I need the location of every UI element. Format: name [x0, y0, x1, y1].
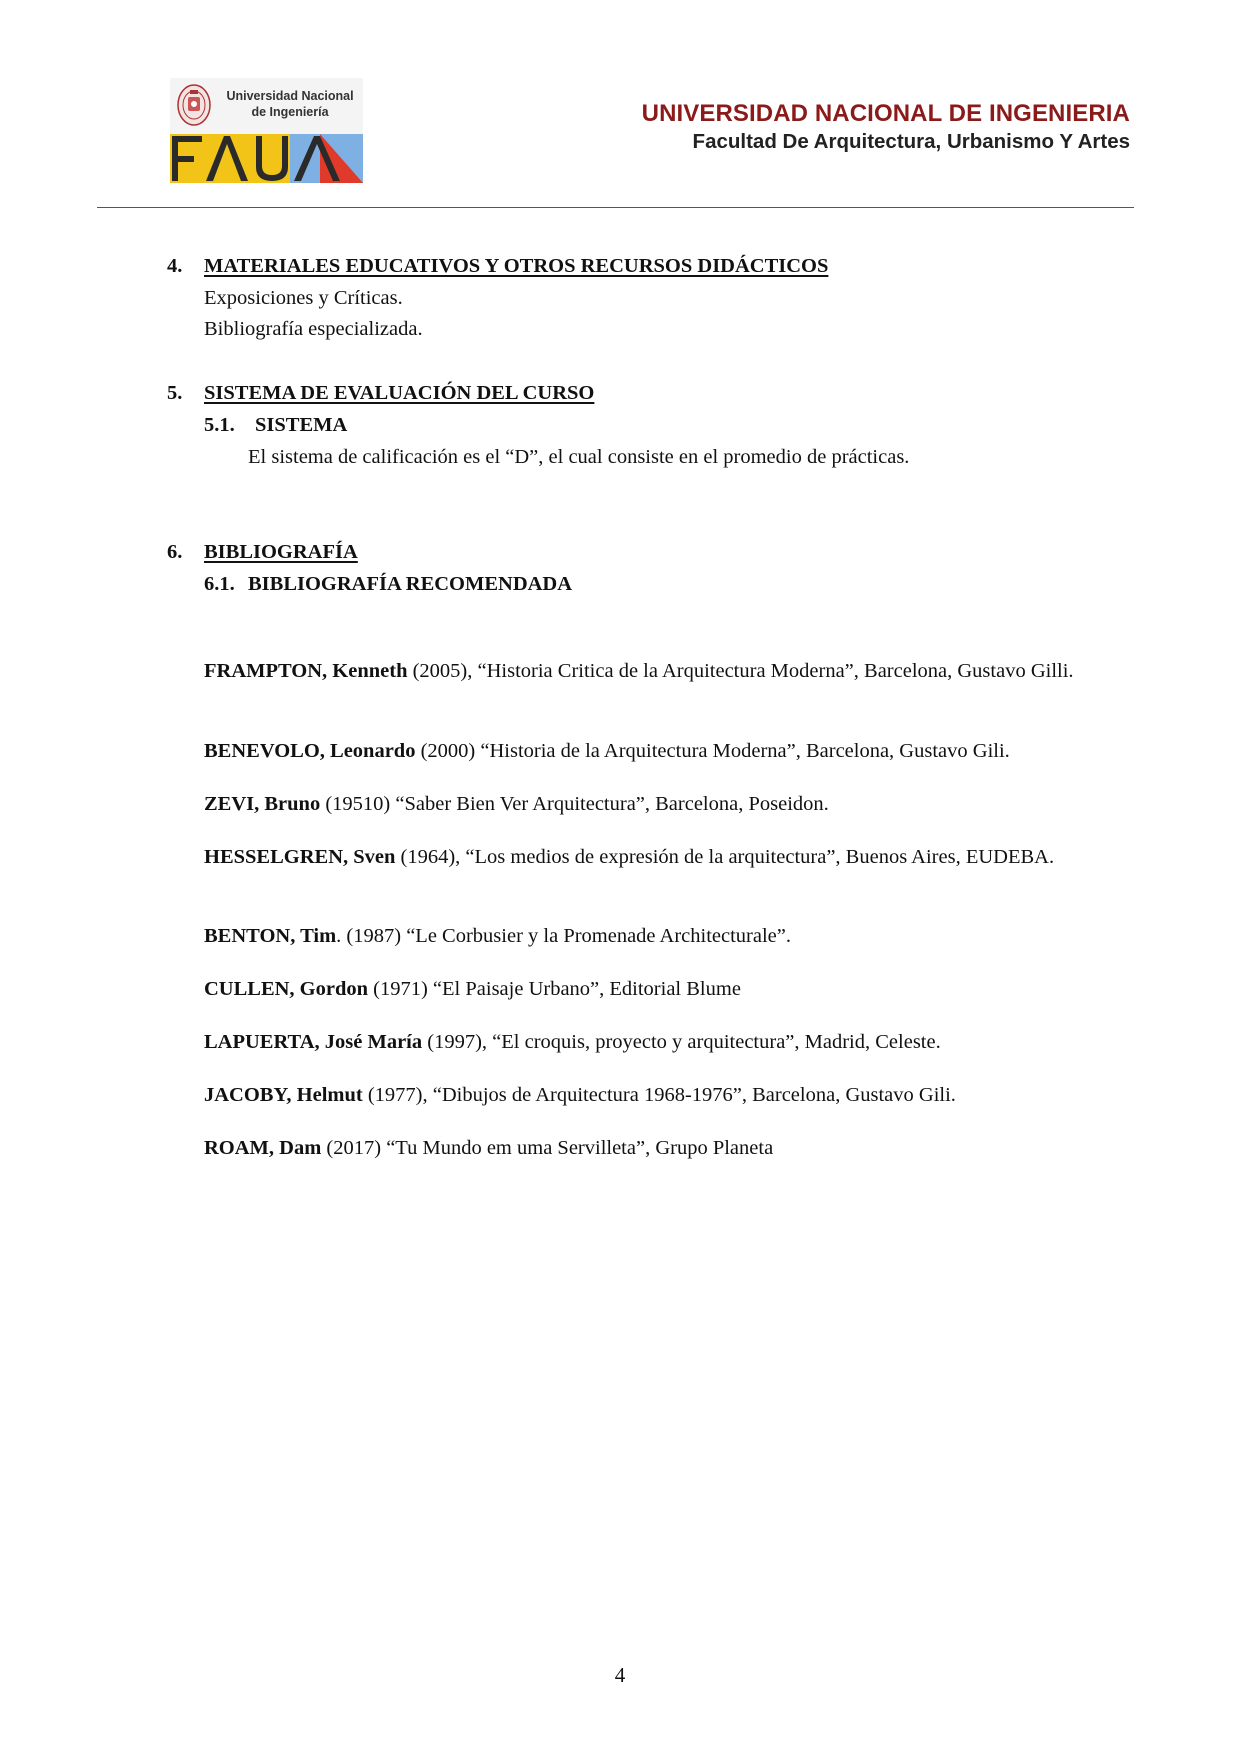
- reference-author: ROAM, Dam: [204, 1137, 322, 1159]
- reference-author: CULLEN, Gordon: [204, 978, 369, 1000]
- reference-item: [204, 976, 1134, 1002]
- reference-item: [204, 791, 1134, 817]
- reference-details: (1977), “Dibujos de Arquitectura 1968-1976”, Barcelona, Gustavo Gili.: [362, 1084, 956, 1106]
- reference-item: [204, 738, 1134, 764]
- subsection-title: BIBLIOGRAFÍA RECOMENDADA: [248, 573, 573, 595]
- section-number: 4.: [167, 255, 183, 277]
- section-4-line: Exposiciones y Críticas.: [204, 287, 403, 309]
- page-number: 4: [614, 1663, 626, 1687]
- reference-author: JACOBY, Helmut: [204, 1084, 363, 1106]
- reference-item: [204, 658, 1134, 684]
- reference-details: (2000) “Historia de la Arquitectura Moderna”, Barcelona, Gustavo Gili.: [415, 740, 1010, 762]
- reference-details: (2017) “Tu Mundo em uma Servilleta”, Grupo Planeta: [321, 1137, 774, 1159]
- section-5-heading: [167, 382, 594, 405]
- subsection-title: SISTEMA: [255, 414, 348, 436]
- subsection-number: 5.1.: [204, 414, 235, 436]
- section-title: BIBLIOGRAFÍA: [204, 541, 358, 563]
- faua-logo: [170, 78, 363, 183]
- reference-item: [204, 1029, 1134, 1055]
- reference-details: (2005), “Historia Critica de la Arquitectura Moderna”, Barcelona, Gustavo Gilli.: [407, 660, 1074, 682]
- evaluation-text: El sistema de calificación es el “D”, el cual consiste en el promedio de prácticas.: [248, 446, 910, 468]
- reference-details: (1971) “El Paisaje Urbano”, Editorial Blume: [368, 978, 741, 1000]
- reference-author: ZEVI, Bruno: [204, 793, 321, 815]
- section-title: MATERIALES EDUCATIVOS Y OTROS RECURSOS DIDÁCTICOS: [204, 255, 829, 277]
- logo-text: Universidad Nacional de Ingeniería: [226, 89, 354, 119]
- faua-wordmark: [170, 134, 363, 183]
- section-title: SISTEMA DE EVALUACIÓN DEL CURSO: [204, 382, 595, 404]
- reference-author: LAPUERTA, José María: [204, 1031, 423, 1053]
- section-4-line: Bibliografía especializada.: [204, 318, 423, 340]
- reference-details: (19510) “Saber Bien Ver Arquitectura”, Barcelona, Poseidon.: [320, 793, 829, 815]
- reference-item: [204, 1082, 1134, 1108]
- reference-author: FRAMPTON, Kenneth: [204, 660, 408, 682]
- section-6-heading: [167, 541, 358, 564]
- reference-details: (1997), “El croquis, proyecto y arquitectura”, Madrid, Celeste.: [422, 1031, 941, 1053]
- reference-details: (1964), “Los medios de expresión de la arquitectura”, Buenos Aires, EUDEBA.: [395, 846, 1055, 868]
- reference-details: . (1987) “Le Corbusier y la Promenade Architecturale”.: [336, 925, 791, 947]
- reference-author: BENTON, Tim: [204, 925, 337, 947]
- section-number: 6.: [167, 541, 183, 563]
- reference-item: [204, 1135, 1134, 1161]
- section-4-heading: [167, 255, 828, 278]
- header-divider: [97, 207, 1134, 208]
- reference-item: [204, 923, 1134, 949]
- subsection-5-1-heading: [204, 414, 347, 437]
- subsection-6-1-heading: [204, 573, 572, 596]
- header-subtitle: Facultad De Arquitectura, Urbanismo Y Artes: [692, 130, 1130, 153]
- logo-top-panel: [170, 78, 363, 134]
- subsection-number: 6.1.: [204, 573, 235, 595]
- header-title: UNIVERSIDAD NACIONAL DE INGENIERIA: [641, 100, 1130, 127]
- reference-author: HESSELGREN, Sven: [204, 846, 396, 868]
- university-seal-icon: [176, 82, 212, 128]
- reference-item: [204, 844, 1134, 870]
- reference-author: BENEVOLO, Leonardo: [204, 740, 416, 762]
- section-number: 5.: [167, 382, 183, 404]
